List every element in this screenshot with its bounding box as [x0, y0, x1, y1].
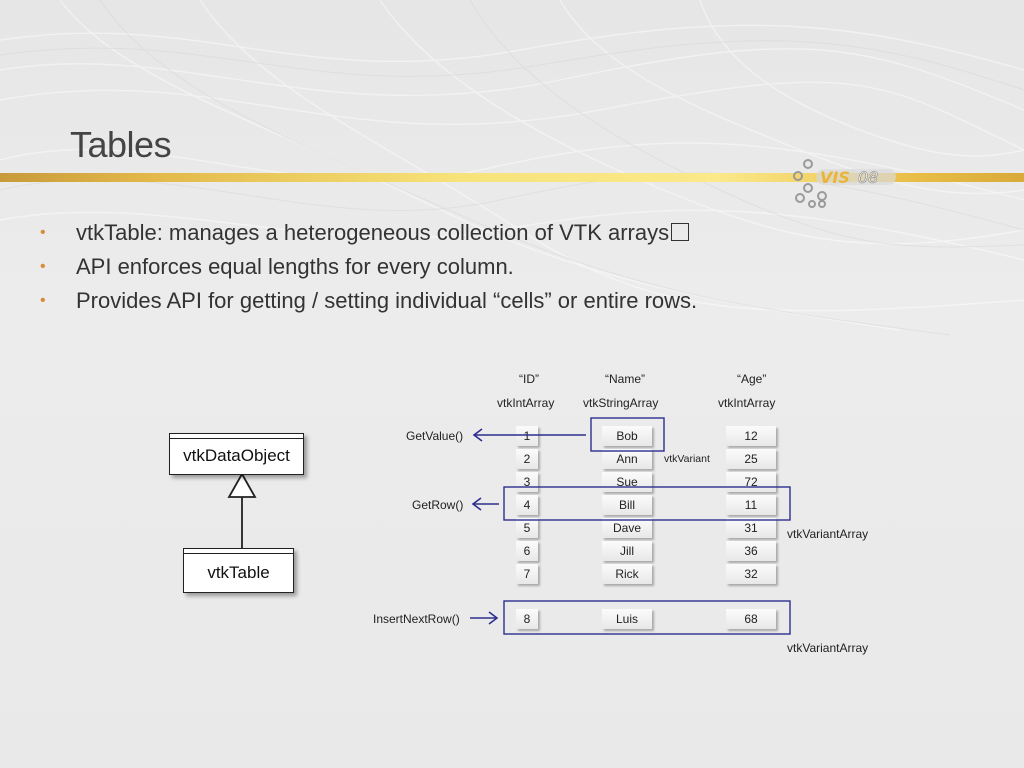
age-cell: 72 [726, 472, 776, 492]
name-cell: Bill [602, 495, 652, 515]
getvalue-label: GetValue() [406, 429, 464, 443]
name-cell: Rick [602, 564, 652, 584]
age-cell: 12 [726, 426, 776, 446]
new-row-name-cell: Luis [602, 609, 652, 629]
column-header-id: “ID” [519, 372, 539, 386]
bullet-dot: • [40, 258, 46, 275]
bullet-dot: • [40, 224, 46, 241]
age-cell: 36 [726, 541, 776, 561]
insertrow-highlight-box [504, 601, 790, 634]
vtkvariantarray-label-row: vtkVariantArray [787, 527, 869, 541]
vtkvariantarray-label-insert: vtkVariantArray [787, 641, 869, 655]
uml-class-label: vtkTable [207, 563, 270, 582]
column-type-id: vtkIntArray [497, 396, 555, 410]
vtkvariant-label: vtkVariant [664, 453, 710, 465]
bullet-text: Provides API for getting / setting individual “cells” or entire rows. [76, 288, 698, 313]
name-cell: Sue [602, 472, 652, 492]
id-cell: 3 [516, 472, 538, 492]
id-cell: 2 [516, 449, 538, 469]
column-type-age: vtkIntArray [718, 396, 776, 410]
name-cell: Bob [602, 426, 652, 446]
age-cell: 31 [726, 518, 776, 538]
id-cell: 1 [516, 426, 538, 446]
id-cell: 5 [516, 518, 538, 538]
column-type-name: vtkStringArray [583, 396, 659, 410]
new-row-id-cell: 8 [516, 609, 538, 629]
uml-class-label: vtkDataObject [183, 446, 290, 465]
getvalue-highlight-box [591, 418, 664, 451]
column-header-age: “Age” [737, 372, 767, 386]
slide-title: Tables [70, 124, 172, 165]
svg-text:VIS: VIS [820, 168, 850, 187]
name-cell: Ann [602, 449, 652, 469]
svg-text:08: 08 [858, 168, 879, 187]
column-header-name: “Name” [605, 372, 646, 386]
getrow-highlight-box [504, 487, 790, 520]
age-cell: 25 [726, 449, 776, 469]
id-cell: 6 [516, 541, 538, 561]
bullet-text: vtkTable: manages a heterogeneous collection of VTK arrays [76, 220, 670, 245]
age-cell: 32 [726, 564, 776, 584]
getrow-label: GetRow() [412, 498, 464, 512]
name-cell: Dave [602, 518, 652, 538]
name-cell: Jill [602, 541, 652, 561]
id-cell: 4 [516, 495, 538, 515]
new-row-age-cell: 68 [726, 609, 776, 629]
bullet-dot: • [40, 292, 46, 309]
id-cell: 7 [516, 564, 538, 584]
age-cell: 11 [726, 495, 776, 515]
insertnextrow-label: InsertNextRow() [373, 612, 460, 626]
bullet-text: API enforces equal lengths for every column. [76, 254, 514, 279]
